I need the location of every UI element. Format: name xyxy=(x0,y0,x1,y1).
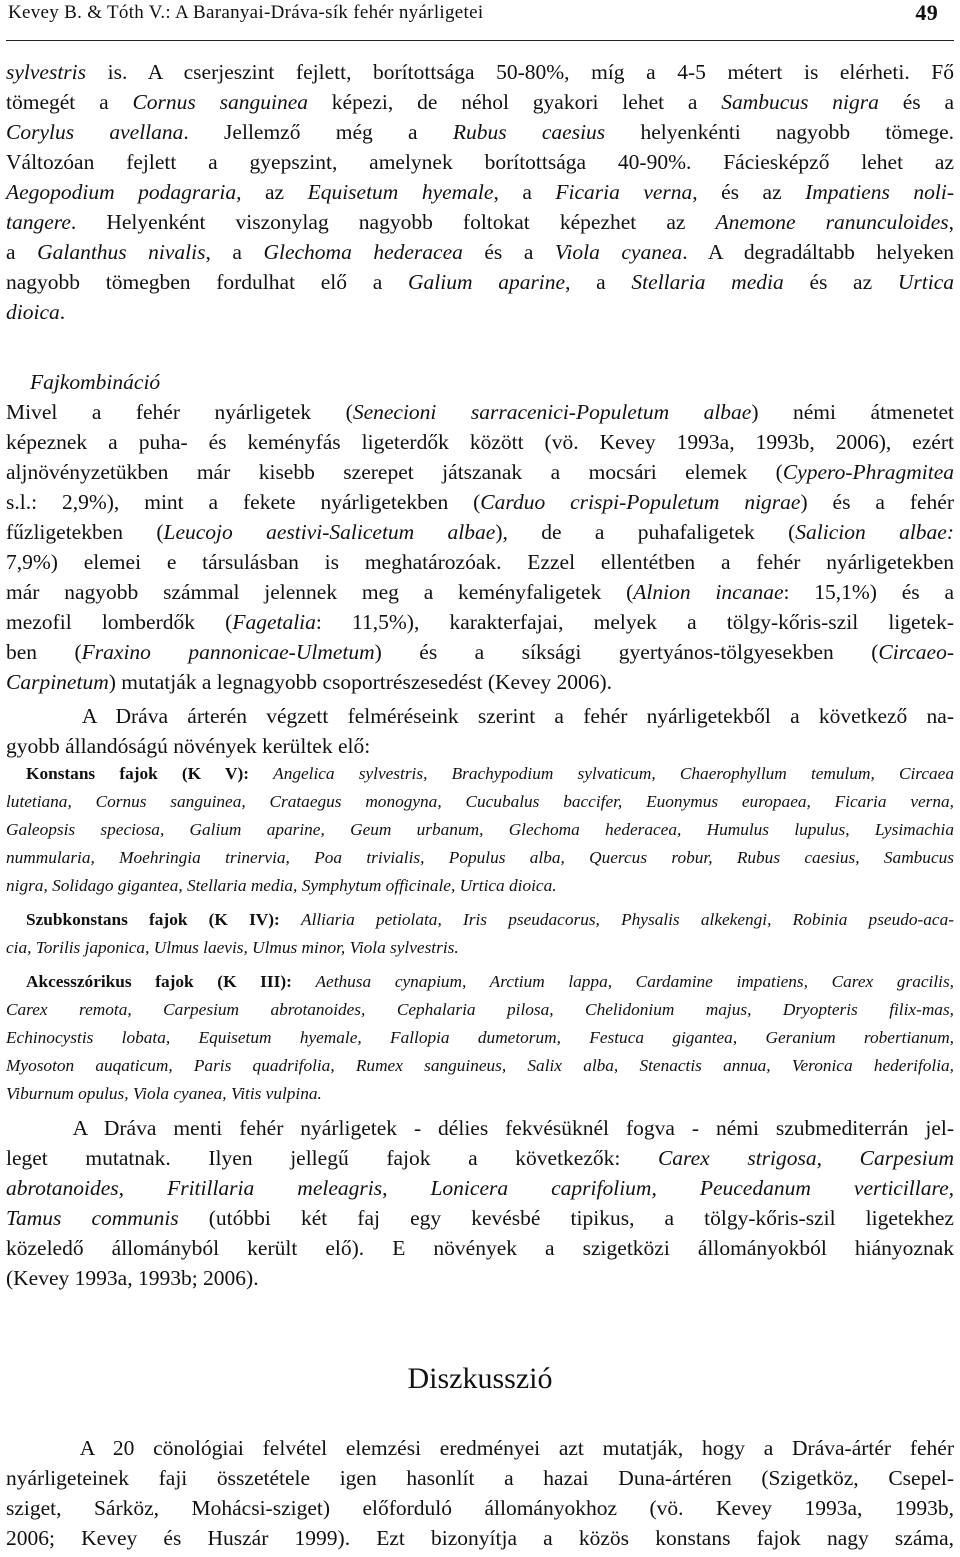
text-line: sylvestris is. A cserjeszint fejlett, borítottsága 50-80%, míg a 4-5 métert is elérheti. Fő xyxy=(6,60,954,84)
text-line: dioica. xyxy=(6,300,66,324)
text-line: fűzligetekben (Leucojo aestivi-Salicetum albae), de a puhafaligetek (Salicion albae: xyxy=(6,520,954,544)
text-line: 7,9%) elemei e társulásban is meghatározóak. Ezzel ellentétben a fehér nyárligetekben xyxy=(6,550,954,574)
text-line: mezofil lomberdők (Fagetalia: 11,5%), karakterfajai, melyek a tölgy-kőris-szil ligetek- xyxy=(6,610,954,634)
text-line: közeledő állományból került elő). E növények a szigetközi állományokból hiányoznak xyxy=(6,1236,954,1260)
text-line: képeznek a puha- és keményfás ligeterdők között (vö. Kevey 1993a, 1993b, 2006), ezért xyxy=(6,430,954,454)
text-line: gyobb állandóságú növények kerültek elő: xyxy=(6,734,371,758)
text-line: ben (Fraxino pannonicae-Ulmetum) és a síksági gyertyános-tölgyesekben (Circaeo- xyxy=(6,640,954,664)
page-number: 49 xyxy=(915,0,938,25)
text-line: nyárligeteinek faji összetétele igen hasonlít a hazai Duna-ártéren (Szigetköz, Csepel- xyxy=(6,1466,954,1490)
text-line: lutetiana, Cornus sanguinea, Crataegus monogyna, Cucubalus baccifer, Euonymus europaea, Ficaria verna, xyxy=(6,792,954,811)
running-header-title: Kevey B. & Tóth V.: A Baranyai-Dráva-sík fehér nyárligetei xyxy=(8,2,484,23)
text-line: nigra, Solidago gigantea, Stellaria media, Symphytum officinale, Urtica dioica. xyxy=(6,876,557,895)
text-line: Carex remota, Carpesium abrotanoides, Cephalaria pilosa, Chelidonium majus, Dryopteris filix-mas, xyxy=(6,1000,954,1019)
text-line: Aegopodium podagraria, az Equisetum hyemale, a Ficaria verna, és az Impatiens noli- xyxy=(6,180,954,204)
text-line: abrotanoides, Fritillaria meleagris, Lonicera caprifolium, Peucedanum verticillare, xyxy=(6,1176,954,1200)
text-line: 2006; Kevey és Huszár 1999). Ezt bizonyítja a közös konstans fajok nagy száma, xyxy=(6,1526,954,1550)
text-line: már nagyobb számmal jelennek meg a keményfaligetek (Alnion incanae: 15,1%) és a xyxy=(6,580,954,604)
text-line: Galeopsis speciosa, Galium aparine, Geum urbanum, Glechoma hederacea, Humulus lupulus, Lysimachia xyxy=(6,820,954,839)
header-rule xyxy=(6,40,954,41)
text-line: Echinocystis lobata, Equisetum hyemale, Fallopia dumetorum, Festuca gigantea, Geranium robertianum, xyxy=(6,1028,954,1047)
text-line: tömegét a Cornus sanguinea képezi, de néhol gyakori lehet a Sambucus nigra és a xyxy=(6,90,954,114)
section-title-diszkusszio: Diszkusszió xyxy=(407,1362,553,1395)
text-line: Carpinetum) mutatják a legnagyobb csoportrészesedést (Kevey 2006). xyxy=(6,670,613,694)
text-line: Mivel a fehér nyárligetek (Senecioni sarracenici-Populetum albae) némi átmenetet xyxy=(6,400,955,424)
text-line: nummularia, Moehringia trinervia, Poa trivialis, Populus alba, Quercus robur, Rubus caesius, Sambucus xyxy=(6,848,954,867)
text-line: Változóan fejlett a gyepszint, amelynek borítottsága 40-90%. Fáciesképző lehet az xyxy=(6,150,954,174)
text-line: cia, Torilis japonica, Ulmus laevis, Ulmus minor, Viola sylvestris. xyxy=(6,938,459,957)
text-line: nagyobb tömegben fordulhat elő a Galium aparine, a Stellaria media és az Urtica xyxy=(6,270,954,294)
text-line: Corylus avellana. Jellemző még a Rubus caesius helyenkénti nagyobb tömege. xyxy=(6,120,955,144)
text-line: Viburnum opulus, Viola cyanea, Vitis vulpina. xyxy=(6,1084,322,1103)
text-line: Tamus communis (utóbbi két faj egy kevésbé tipikus, a tölgy-kőris-szil ligetekhez xyxy=(6,1206,954,1230)
text-line: sziget, Sárköz, Mohácsi-sziget) előforduló állományokhoz (vö. Kevey 1993a, 1993b, xyxy=(6,1496,954,1520)
species-list-akcesszorikus: Akcesszórikus fajok (K III): Aethusa cynapium, Arctium lappa, Cardamine impatiens, Carex gracilis, xyxy=(26,972,954,991)
text-line: A Dráva árterén végzett felméréseink szerint a fehér nyárligetekből a következő na- xyxy=(6,704,954,728)
text-line: a Galanthus nivalis, a Glechoma hederacea és a Viola cyanea. A degradáltabb helyeken xyxy=(6,240,954,264)
species-list-konstans: Konstans fajok (K V): Angelica sylvestris, Brachypodium sylvaticum, Chaerophyllum temulum, Circaea xyxy=(26,764,954,783)
text-line: leget mutatnak. Ilyen jellegű fajok a következők: Carex strigosa, Carpesium xyxy=(6,1146,954,1170)
subheading-fajkombinacio: Fajkombináció xyxy=(30,370,161,394)
text-line: A Dráva menti fehér nyárligetek - délies fekvésüknél fogva - némi szubmediterrán jel- xyxy=(6,1116,954,1140)
text-line: Myosoton auqaticum, Paris quadrifolia, Rumex sanguineus, Salix alba, Stenactis annua, Veronica hederifolia, xyxy=(6,1056,954,1075)
running-header xyxy=(8,0,938,30)
text-line: tangere. Helyenként viszonylag nagyobb foltokat képezhet az Anemone ranunculoides, xyxy=(6,210,954,234)
text-line: aljnövényzetükben már kisebb szerepet játszanak a mocsári elemek (Cypero-Phragmitea xyxy=(6,460,954,484)
text-line: s.l.: 2,9%), mint a fekete nyárligetekben (Carduo crispi-Populetum nigrae) és a fehér xyxy=(6,490,954,514)
species-list-szubkonstans: Szubkonstans fajok (K IV): Alliaria petiolata, Iris pseudacorus, Physalis alkekengi, Robinia pseudo-aca- xyxy=(26,910,954,929)
text-line: A 20 cönológiai felvétel elemzési eredményei azt mutatják, hogy a Dráva-ártér fehér xyxy=(6,1436,954,1460)
text-line: (Kevey 1993a, 1993b; 2006). xyxy=(6,1266,259,1290)
